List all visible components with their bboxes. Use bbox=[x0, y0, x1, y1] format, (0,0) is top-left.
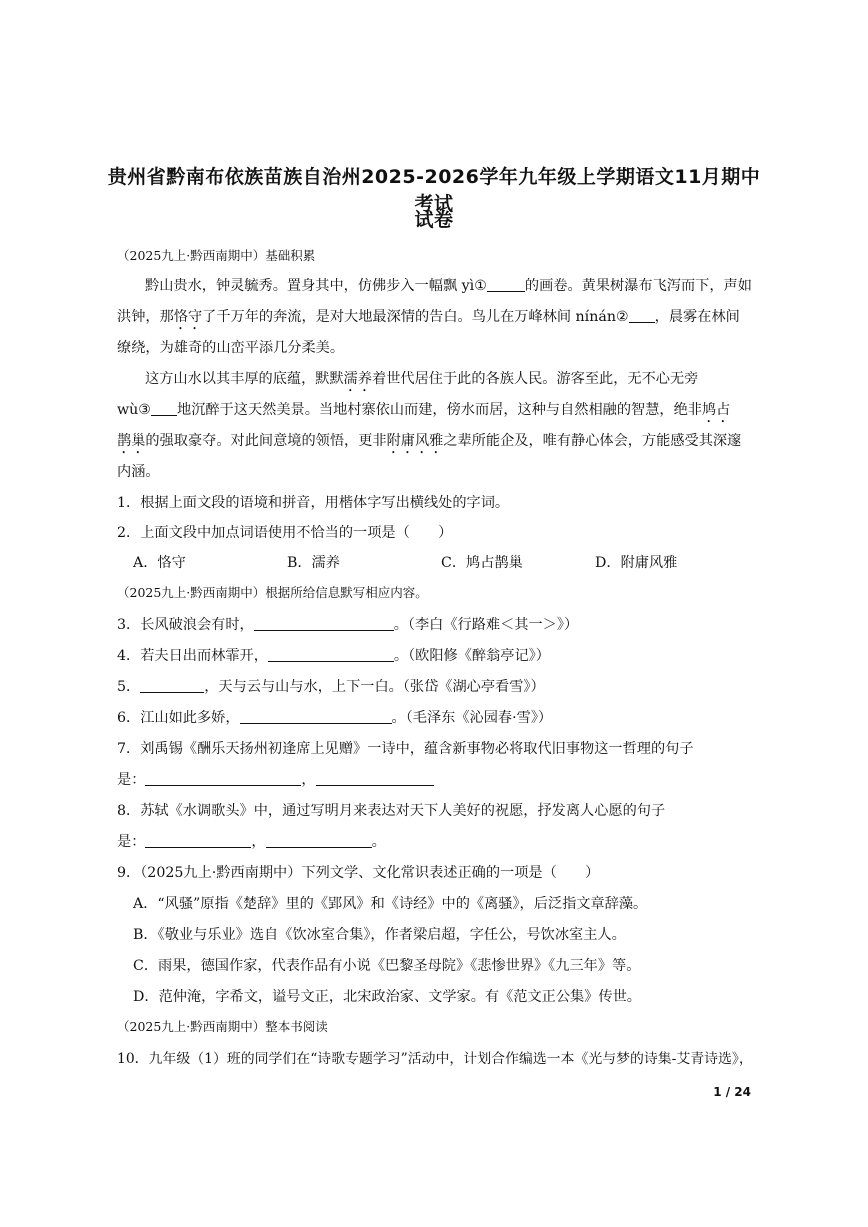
passage-text: ，晨雾在林间 bbox=[654, 309, 740, 325]
passage-line bbox=[117, 306, 740, 333]
answer-blank-3[interactable] bbox=[151, 401, 177, 416]
answer-blank[interactable] bbox=[316, 771, 434, 786]
answer-blank[interactable] bbox=[254, 616, 394, 631]
option-d[interactable]: D．范仲淹，字希文，谥号文正，北宋政治家、文学家。有《范文正公集》传世。 bbox=[133, 989, 641, 1005]
answer-blank[interactable] bbox=[140, 678, 204, 693]
section-tag-reading: （2025九上·黔西南期中）整本书阅读 bbox=[117, 1019, 328, 1034]
passage-line: 内涵。 bbox=[117, 464, 160, 480]
page-number: 1 / 24 bbox=[713, 1085, 751, 1099]
passage-text: 的画卷。黄果树瀑布飞泻而下，声如 bbox=[524, 278, 752, 294]
question-2-stem: 2．上面文段中加点词语使用不恰当的一项是（ ） bbox=[117, 525, 453, 541]
option-a[interactable]: A．“风骚”原指《楚辞》里的《郢风》和《诗经》中的《离骚》，后泛指文章辞藻。 bbox=[133, 896, 648, 912]
question-text: 。（李白《行路难＜其一＞》） bbox=[393, 617, 579, 633]
question-1: 1．根据上面文段的语境和拼音，用楷体字写出横线处的字词。 bbox=[117, 495, 510, 511]
question-10: 10．九年级（1）班的同学们在“诗歌专题学习”活动中，计划合作编选一本《光与梦的诗集-艾青诗选》， bbox=[117, 1051, 753, 1067]
answer-blank[interactable] bbox=[145, 833, 251, 848]
document-title-continued: 试卷 bbox=[414, 209, 454, 231]
passage-text: 地沉醉于这天然美景。当地村寨依山而建，傍水而居，这种与自然相融的智慧，绝非 bbox=[177, 402, 702, 418]
question-4 bbox=[117, 645, 550, 665]
passage-text: 了千万年的奔流，是对大地最深情的告白。鸟儿在万峰林间 nínán② bbox=[202, 309, 629, 325]
passage-text: 着世代居住于此的各族人民。游客至此，无不心无旁 bbox=[372, 371, 699, 387]
question-text: ， bbox=[251, 834, 266, 850]
answer-blank[interactable] bbox=[240, 709, 392, 724]
option-a[interactable]: A．恪守 bbox=[133, 555, 186, 571]
question-text: ， bbox=[301, 772, 316, 788]
question-7-answer-line bbox=[117, 769, 434, 789]
question-7: 7．刘禹锡《酬乐天扬州初逢席上见赠》一诗中，蕴含新事物必将取代旧事物这一哲理的句子 bbox=[117, 741, 694, 757]
question-text: 。 bbox=[371, 834, 386, 850]
passage-line bbox=[145, 275, 752, 295]
question-3 bbox=[117, 614, 578, 634]
passage-text: 洪钟，那 bbox=[117, 309, 174, 325]
question-text: 5． bbox=[117, 679, 141, 695]
section-tag-dictation: （2025九上·黔西南期中）根据所给信息默写相应内容。 bbox=[117, 585, 428, 600]
question-text: ，天与云与山与水，上下一白。（张岱《湖心亭看雪》） bbox=[204, 679, 545, 695]
passage-line: 缭绕，为雄奇的山峦平添几分柔美。 bbox=[117, 340, 345, 356]
option-c[interactable]: C．雨果，德国作家，代表作品有小说《巴黎圣母院》《悲惨世界》《九三年》等。 bbox=[133, 958, 641, 974]
dotted-word: 鸠占 bbox=[701, 402, 731, 418]
dotted-word: 附庸风雅 bbox=[386, 433, 444, 449]
passage-line bbox=[145, 368, 698, 395]
dotted-word: 恪守 bbox=[173, 309, 203, 325]
passage-text: 黔山贵水，钟灵毓秀。置身其中，仿佛步入一幅飘 yì① bbox=[145, 278, 487, 294]
question-text: 4．若夫日出而林霏开， bbox=[117, 648, 268, 664]
dotted-word: 濡养 bbox=[343, 371, 373, 387]
answer-blank-1[interactable] bbox=[487, 277, 525, 292]
question-text: 6．江山如此多娇， bbox=[117, 710, 240, 726]
passage-text: wù③ bbox=[117, 402, 152, 418]
question-text: 。（毛泽东《沁园春·雪》） bbox=[391, 710, 553, 726]
answer-blank[interactable] bbox=[268, 647, 394, 662]
passage-text: 的强取豪夺。对此间意境的领悟，更非 bbox=[145, 433, 387, 449]
answer-blank-2[interactable] bbox=[629, 308, 655, 323]
question-8-answer-line bbox=[117, 831, 386, 851]
question-6 bbox=[117, 707, 552, 727]
question-text: 3．长风破浪会有时， bbox=[117, 617, 254, 633]
question-8: 8．苏轼《水调歌头》中，通过写明月来表达对天下人美好的祝愿，抒发离人心愿的句子 bbox=[117, 803, 666, 819]
question-text: 是： bbox=[117, 834, 146, 850]
answer-blank[interactable] bbox=[145, 771, 301, 786]
question-text: 。（欧阳修《醉翁亭记》） bbox=[393, 648, 550, 664]
passage-text: 这方山水以其丰厚的底蕴，默默 bbox=[145, 371, 344, 387]
passage-line bbox=[117, 430, 741, 457]
passage-text: 之辈所能企及，唯有静心体会，方能感受其深邃 bbox=[443, 433, 742, 449]
question-5 bbox=[117, 676, 545, 696]
dotted-word: 鹊巢 bbox=[117, 433, 146, 449]
option-b[interactable]: B．《敬业与乐业》选自《饮冰室合集》，作者梁启超，字任公，号饮冰室主人。 bbox=[133, 927, 626, 943]
option-b[interactable]: B．濡养 bbox=[287, 555, 340, 571]
question-text: 是： bbox=[117, 772, 146, 788]
option-d[interactable]: D．附庸风雅 bbox=[595, 555, 678, 571]
question-9-stem: 9．（2025九上·黔西南期中）下列文学、文化常识表述正确的一项是（ ） bbox=[117, 865, 600, 881]
answer-blank[interactable] bbox=[266, 833, 372, 848]
section-tag-basics: （2025九上·黔西南期中）基础积累 bbox=[117, 248, 316, 263]
option-c[interactable]: C．鸠占鹊巢 bbox=[441, 555, 523, 571]
document-title: 贵州省黔南布依族苗族自治州2025-2026学年九年级上学期语文11月期中考试 bbox=[107, 166, 761, 215]
passage-line bbox=[117, 399, 730, 426]
